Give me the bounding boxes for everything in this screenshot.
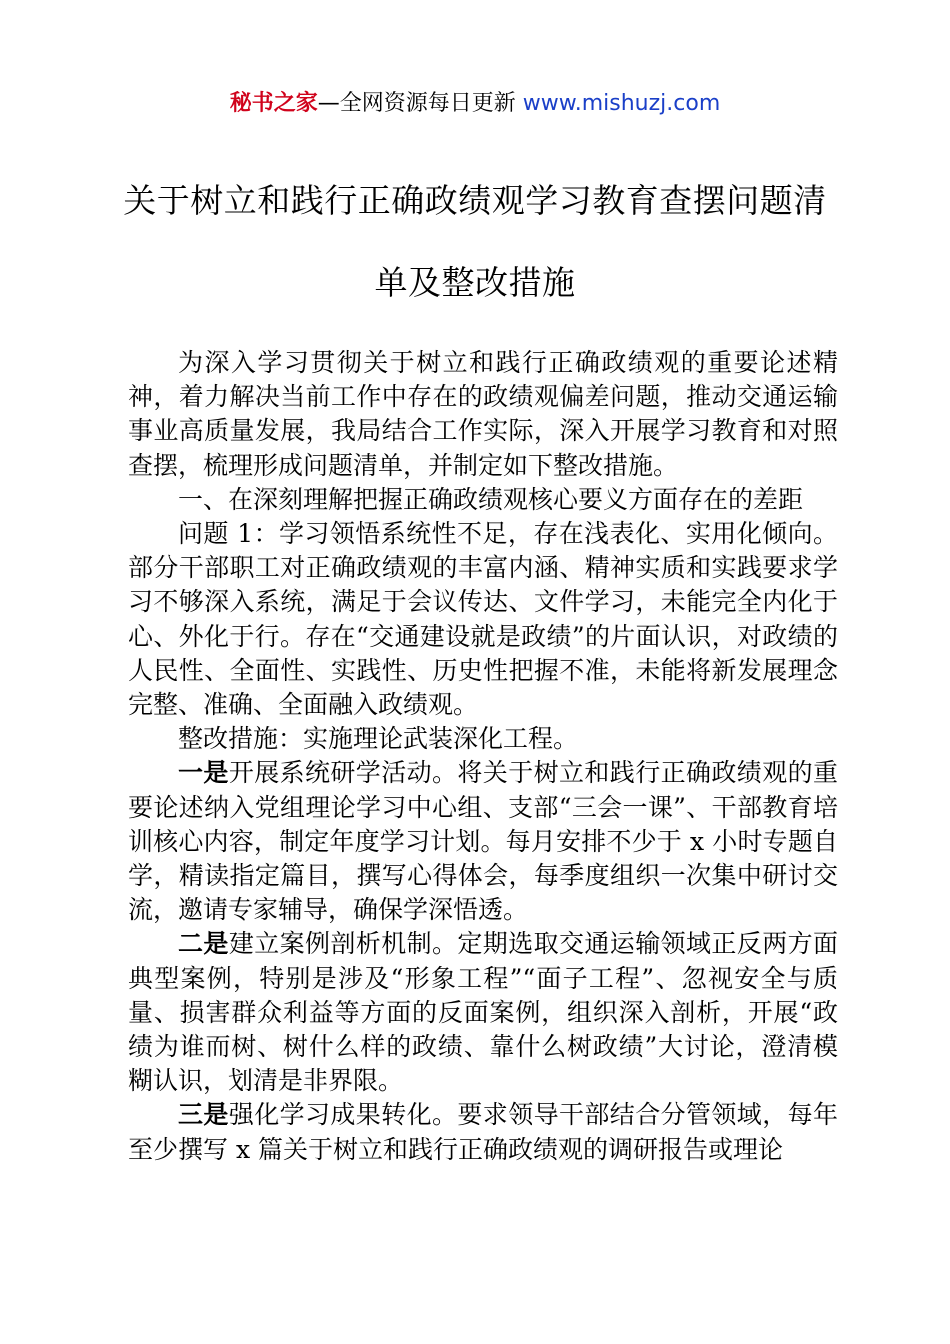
measure-paragraph-2 — [128, 927, 838, 1098]
section-heading: 一、在深刻理解把握正确政绩观核心要义方面存在的差距 — [178, 484, 804, 514]
site-url-link[interactable]: www.mishuzj.com — [522, 91, 721, 116]
site-header — [0, 88, 950, 120]
measure-lead-2: 二是 — [178, 929, 229, 959]
measure-text-3: 强化学习成果转化。要求领导干部结合分管领域，每年至少撰写 x 篇关于树立和践行正确政绩观的调研报告或理论 — [128, 1100, 838, 1164]
document-title: 关于树立和践行正确政绩观学习教育查摆问题清单及整改措施 — [123, 181, 827, 302]
brand-name: 秘书之家 — [229, 91, 318, 116]
measure-lead-1: 一是 — [178, 758, 229, 788]
measure-paragraph-1 — [128, 756, 838, 927]
measure-paragraph-3 — [128, 1098, 838, 1166]
measure-text-1: 开展系统研学活动。将关于树立和践行正确政绩观的重要论述纳入党组理论学习中心组、支部“三会一课”、干部教育培训核心内容，制定年度学习计划。每月安排不少于 x 小时专题自学，精读指定篇目，撰写心得体会，每季度组织一次集中研讨交流，邀请专家辅导，确保学深悟透。 — [128, 758, 838, 925]
site-slogan: —全网资源每日更新 — [317, 91, 523, 116]
intro-paragraph: 为深入学习贯彻关于树立和践行正确政绩观的重要论述精神，着力解决当前工作中存在的政绩观偏差问题，推动交通运输事业高质量发展，我局结合工作实际，深入开展学习教育和对照查摆，梳理形成问题清单，并制定如下整改措施。 — [128, 348, 838, 480]
measure-lead-3: 三是 — [178, 1100, 229, 1130]
measures-heading: 整改措施：实施理论武装深化工程。 — [178, 724, 579, 754]
problem-paragraph: 问题 1：学习领悟系统性不足，存在浅表化、实用化倾向。部分干部职工对正确政绩观的丰富内涵、精神实质和实践要求学习不够深入系统，满足于会议传达、文件学习，未能完全内化于心、外化于行。存在“交通建设就是政绩”的片面认识，对政绩的人民性、全面性、实践性、历史性把握不准，未能将新发展理念完整、准确、全面融入政绩观。 — [128, 519, 838, 720]
document-body — [128, 346, 838, 1167]
measure-text-2: 建立案例剖析机制。定期选取交通运输领域正反两方面典型案例，特别是涉及“形象工程”“面子工程”、忽视安全与质量、损害群众利益等方面的反面案例，组织深入剖析，开展“政绩为谁而树、树什么样的政绩、靠什么树政绩”大讨论，澄清模糊认识，划清是非界限。 — [128, 929, 838, 1096]
